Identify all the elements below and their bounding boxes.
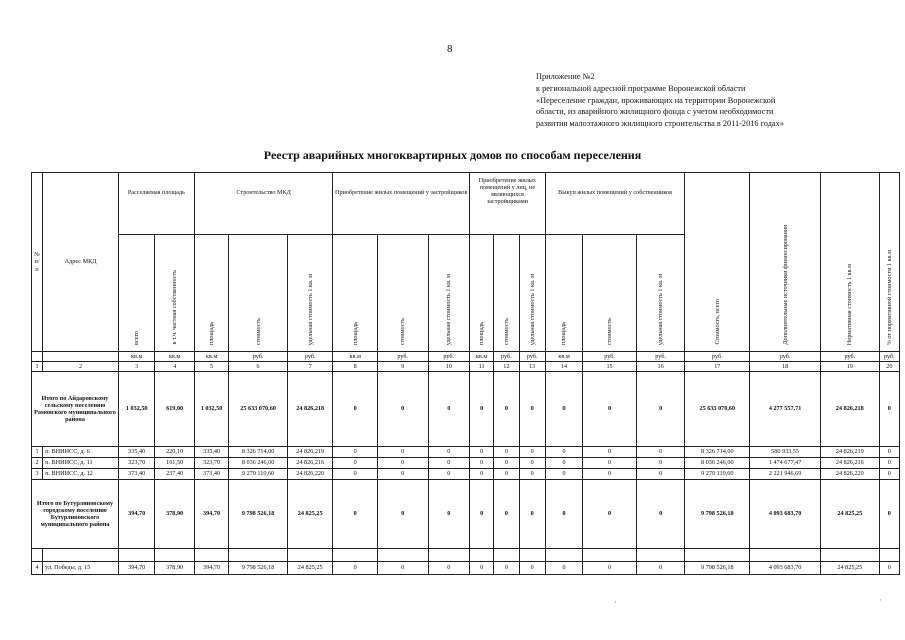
spacer-cell <box>118 549 154 562</box>
header-sub-unit-cost: удельная стоимость 1 кв. м <box>428 235 469 352</box>
header-sub-unit-cost: удельная стоимость 1 кв. м <box>636 235 685 352</box>
spacer-cell <box>32 549 43 562</box>
value-cell: 0 <box>333 447 378 458</box>
value-cell: 24 825,25 <box>287 562 333 575</box>
value-cell: 0 <box>494 458 519 469</box>
header-sub-cost: стоимость <box>583 235 637 352</box>
column-number-cell: 18 <box>750 362 821 372</box>
unit-cell <box>43 352 119 362</box>
appendix-line: Приложение №2 <box>536 72 595 81</box>
unit-cell: кв.м <box>469 352 493 362</box>
value-cell: 0 <box>636 480 685 549</box>
table-row <box>32 469 900 480</box>
header-sub-private: в т.ч. частная собственность <box>155 235 194 352</box>
value-cell: 0 <box>428 469 469 480</box>
value-cell: 0 <box>494 480 519 549</box>
value-cell: 335,40 <box>194 447 228 458</box>
value-cell: 0 <box>519 372 545 447</box>
value-cell: 9 270 110,60 <box>229 469 288 480</box>
value-cell: 394,70 <box>194 480 228 549</box>
value-cell: 24 826,218 <box>287 372 333 447</box>
address-cell: ул. Победы, д. 15 <box>43 562 119 575</box>
spacer-cell <box>377 549 428 562</box>
value-cell: 0 <box>879 458 899 469</box>
scan-mark: · <box>614 598 617 607</box>
value-cell: 0 <box>469 447 493 458</box>
header-cost-total: Стоимость, всего <box>685 173 750 352</box>
value-cell: 373,40 <box>194 469 228 480</box>
value-cell: 0 <box>519 562 545 575</box>
value-cell: 0 <box>377 447 428 458</box>
value-cell: 161,50 <box>155 458 194 469</box>
value-cell: 24 825,25 <box>820 480 879 549</box>
value-cell: 0 <box>879 480 899 549</box>
spacer-cell <box>879 549 899 562</box>
header-sub-cost: стоимость <box>229 235 288 352</box>
scan-mark: · <box>879 596 882 605</box>
value-cell: 0 <box>469 458 493 469</box>
value-cell: 0 <box>583 447 637 458</box>
spacer-cell <box>287 549 333 562</box>
unit-cell: кв.м <box>545 352 582 362</box>
spacer-cell <box>428 549 469 562</box>
header-percent-normative: % от нормативной стоимости 1 кв.м <box>879 173 899 352</box>
value-cell: 0 <box>428 480 469 549</box>
value-cell: 0 <box>545 458 582 469</box>
value-cell: 0 <box>377 469 428 480</box>
column-numbers-row <box>32 362 900 372</box>
value-cell: 0 <box>377 562 428 575</box>
table-row <box>32 458 900 469</box>
column-number-cell: 1 <box>32 362 43 372</box>
header-sub-unit-cost: удельная стоимость 1 кв. м <box>287 235 333 352</box>
value-cell: 0 <box>469 372 493 447</box>
value-cell: 0 <box>879 469 899 480</box>
value-cell: 0 <box>494 562 519 575</box>
value-cell: 25 633 070,60 <box>685 372 750 447</box>
value-cell: 0 <box>333 469 378 480</box>
unit-cell: руб. <box>636 352 685 362</box>
value-cell: 1 032,50 <box>118 372 154 447</box>
header-sub-area: площадь <box>545 235 582 352</box>
unit-cell: кв.м <box>155 352 194 362</box>
appendix-line: к региональной адресной программе Воронежской области <box>536 83 746 93</box>
value-cell: 0 <box>545 447 582 458</box>
unit-cell: руб. <box>820 352 879 362</box>
address-cell: п. ВНИИСС, д. 11 <box>43 458 119 469</box>
value-cell: 0 <box>494 447 519 458</box>
value-cell: 323,70 <box>194 458 228 469</box>
value-cell: 4 277 557,71 <box>750 372 821 447</box>
value-cell: 0 <box>545 480 582 549</box>
row-number: 4 <box>32 562 43 575</box>
column-number-cell: 9 <box>377 362 428 372</box>
value-cell: 24 826,220 <box>287 469 333 480</box>
value-cell: 0 <box>636 447 685 458</box>
table-row <box>32 562 900 575</box>
unit-cell: руб. <box>494 352 519 362</box>
header-sub-area: площадь <box>333 235 378 352</box>
value-cell: 0 <box>428 447 469 458</box>
value-cell: 237,40 <box>155 469 194 480</box>
value-cell: 373,40 <box>118 469 154 480</box>
header-sub-total: всего <box>118 235 154 352</box>
header-sub-unit-cost: удельная стоимость 1 кв. м <box>519 235 545 352</box>
header-group-developers: Приобретение жилых помещений у застройщиков <box>333 173 470 235</box>
value-cell: 24 826,219 <box>820 447 879 458</box>
spacer-cell <box>333 549 378 562</box>
unit-cell: руб. <box>583 352 637 362</box>
value-cell: 8 326 714,00 <box>229 447 288 458</box>
spacer-cell <box>155 549 194 562</box>
unit-cell: руб. <box>229 352 288 362</box>
unit-cell <box>32 352 43 362</box>
value-cell: 4 093 683,70 <box>750 480 821 549</box>
column-number-cell: 4 <box>155 362 194 372</box>
unit-cell: кв.м <box>118 352 154 362</box>
column-number-cell: 13 <box>519 362 545 372</box>
spacer-cell <box>820 549 879 562</box>
value-cell: 394,70 <box>194 562 228 575</box>
value-cell: 24 826,219 <box>287 447 333 458</box>
spacer-cell <box>229 549 288 562</box>
column-number-cell: 5 <box>194 362 228 372</box>
registry-table <box>31 172 900 575</box>
spacer-cell <box>519 549 545 562</box>
header-address: Адрес МКД <box>43 173 119 352</box>
column-number-cell: 14 <box>545 362 582 372</box>
value-cell: 323,70 <box>118 458 154 469</box>
header-sub-area: площадь <box>469 235 493 352</box>
value-cell: 0 <box>333 458 378 469</box>
value-cell: 0 <box>333 372 378 447</box>
spacer-cell <box>545 549 582 562</box>
spacer-cell <box>194 549 228 562</box>
page-number: 8 <box>447 43 453 55</box>
units-row <box>32 352 900 362</box>
value-cell: 24 825,25 <box>820 562 879 575</box>
value-cell: 0 <box>545 372 582 447</box>
column-number-cell: 17 <box>685 362 750 372</box>
value-cell: 378,90 <box>155 480 194 549</box>
value-cell: 0 <box>428 562 469 575</box>
address-cell: п. ВНИИСС, д. 12 <box>43 469 119 480</box>
value-cell: 0 <box>469 469 493 480</box>
header-sub-cost: стоимость <box>377 235 428 352</box>
spacer-cell <box>469 549 493 562</box>
header-group-buyout: Выкуп жилых помещений у собственников <box>545 173 685 235</box>
header-additional-sources: Дополнительные источники финансирования <box>750 173 821 352</box>
value-cell: 0 <box>377 480 428 549</box>
unit-cell: руб. <box>428 352 469 362</box>
value-cell: 0 <box>519 458 545 469</box>
value-cell: 1 032,50 <box>194 372 228 447</box>
column-number-cell: 15 <box>583 362 637 372</box>
appendix-line: области, из аварийного жилищного фонда с учетом необходимости <box>536 107 774 117</box>
spacer-cell <box>685 549 750 562</box>
value-cell: 0 <box>545 562 582 575</box>
value-cell: 9 798 526,18 <box>685 562 750 575</box>
value-cell: 0 <box>583 469 637 480</box>
column-number-cell: 12 <box>494 362 519 372</box>
column-number-cell: 20 <box>879 362 899 372</box>
value-cell: 0 <box>879 447 899 458</box>
value-cell: 8 326 714,00 <box>685 447 750 458</box>
value-cell: 619,00 <box>155 372 194 447</box>
unit-cell: руб. <box>750 352 821 362</box>
unit-cell: руб. <box>377 352 428 362</box>
column-number-cell: 8 <box>333 362 378 372</box>
header-group-relocated: Расселяемая площадь <box>118 173 194 235</box>
subtotal-label: Итого по Айдаровскому сельскому поселению Рамонского муниципального района <box>32 372 119 447</box>
column-number-cell: 2 <box>43 362 119 372</box>
value-cell: 0 <box>494 372 519 447</box>
value-cell: 220,10 <box>155 447 194 458</box>
table-row <box>32 447 900 458</box>
value-cell: 0 <box>494 469 519 480</box>
value-cell: 9 798 526,18 <box>685 480 750 549</box>
value-cell: 0 <box>469 480 493 549</box>
appendix-line: «Переселение граждан, проживающих на территории Воронежской <box>536 95 776 105</box>
column-number-cell: 7 <box>287 362 333 372</box>
subtotal-row <box>32 372 900 447</box>
value-cell: 24 826,220 <box>820 469 879 480</box>
appendix-block <box>536 71 866 130</box>
value-cell: 0 <box>545 469 582 480</box>
value-cell: 0 <box>469 562 493 575</box>
subtotal-row <box>32 480 900 549</box>
value-cell: 0 <box>519 447 545 458</box>
column-number-cell: 19 <box>820 362 879 372</box>
column-number-cell: 11 <box>469 362 493 372</box>
value-cell: 0 <box>519 480 545 549</box>
unit-cell: руб. <box>287 352 333 362</box>
column-number-cell: 16 <box>636 362 685 372</box>
value-cell: 378,90 <box>155 562 194 575</box>
value-cell: 24 826,218 <box>820 372 879 447</box>
value-cell: 0 <box>583 480 637 549</box>
value-cell: 1 474 677,47 <box>750 458 821 469</box>
value-cell: 8 036 246,00 <box>229 458 288 469</box>
spacer-cell <box>43 549 119 562</box>
value-cell: 4 093 683,70 <box>750 562 821 575</box>
value-cell: 9 798 526,18 <box>229 480 288 549</box>
value-cell: 9 798 526,18 <box>229 562 288 575</box>
value-cell: 0 <box>583 562 637 575</box>
value-cell: 0 <box>428 458 469 469</box>
unit-cell: руб. <box>879 352 899 362</box>
value-cell: 0 <box>636 562 685 575</box>
value-cell: 394,70 <box>118 480 154 549</box>
value-cell: 0 <box>583 458 637 469</box>
value-cell: 24 825,25 <box>287 480 333 549</box>
value-cell: 25 633 070,60 <box>229 372 288 447</box>
value-cell: 335,40 <box>118 447 154 458</box>
value-cell: 0 <box>377 458 428 469</box>
unit-cell: кв.м <box>194 352 228 362</box>
value-cell: 0 <box>879 562 899 575</box>
spacer-cell <box>583 549 637 562</box>
header-group-persons: Приобретение жилых помещений у лиц, не являющихся застройщиками <box>469 173 545 235</box>
value-cell: 8 036 246,00 <box>685 458 750 469</box>
spacer-cell <box>750 549 821 562</box>
value-cell: 0 <box>636 458 685 469</box>
row-number: 3 <box>32 469 43 480</box>
subtotal-label: Итого по Бутурлиновскому городскому поселению Бутурлиновского муниципального района <box>32 480 119 549</box>
value-cell: 0 <box>583 372 637 447</box>
address-cell: п. ВНИИСС, д. 6 <box>43 447 119 458</box>
appendix-line: развития малоэтажного жилищного строительства в 2011-2016 годах» <box>536 119 784 129</box>
column-number-cell: 10 <box>428 362 469 372</box>
value-cell: 0 <box>333 562 378 575</box>
value-cell: 0 <box>519 469 545 480</box>
column-number-cell: 6 <box>229 362 288 372</box>
header-sub-cost: стоимость <box>494 235 519 352</box>
value-cell: 0 <box>636 372 685 447</box>
value-cell: 9 270 110,60 <box>685 469 750 480</box>
document-title: Реестр аварийных многоквартирных домов по способам переселения <box>263 148 642 162</box>
spacer-cell <box>636 549 685 562</box>
column-number-cell: 3 <box>118 362 154 372</box>
row-number: 1 <box>32 447 43 458</box>
unit-cell: руб. <box>685 352 750 362</box>
value-cell: 0 <box>333 480 378 549</box>
value-cell: 0 <box>377 372 428 447</box>
value-cell: 24 826,216 <box>820 458 879 469</box>
header-group-construction: Строительство МКД <box>194 173 333 235</box>
value-cell: 394,70 <box>118 562 154 575</box>
unit-cell: кв.м <box>333 352 378 362</box>
header-num: № п/п <box>32 173 43 352</box>
header-normative-cost: Нормативная стоимость 1 кв.м <box>820 173 879 352</box>
header-sub-area: площадь <box>194 235 228 352</box>
unit-cell: руб. <box>519 352 545 362</box>
value-cell: 0 <box>636 469 685 480</box>
spacer-cell <box>494 549 519 562</box>
value-cell: 0 <box>879 372 899 447</box>
value-cell: 0 <box>428 372 469 447</box>
value-cell: 2 221 946,69 <box>750 469 821 480</box>
value-cell: 24 826,216 <box>287 458 333 469</box>
row-number: 2 <box>32 458 43 469</box>
value-cell: 580 933,55 <box>750 447 821 458</box>
